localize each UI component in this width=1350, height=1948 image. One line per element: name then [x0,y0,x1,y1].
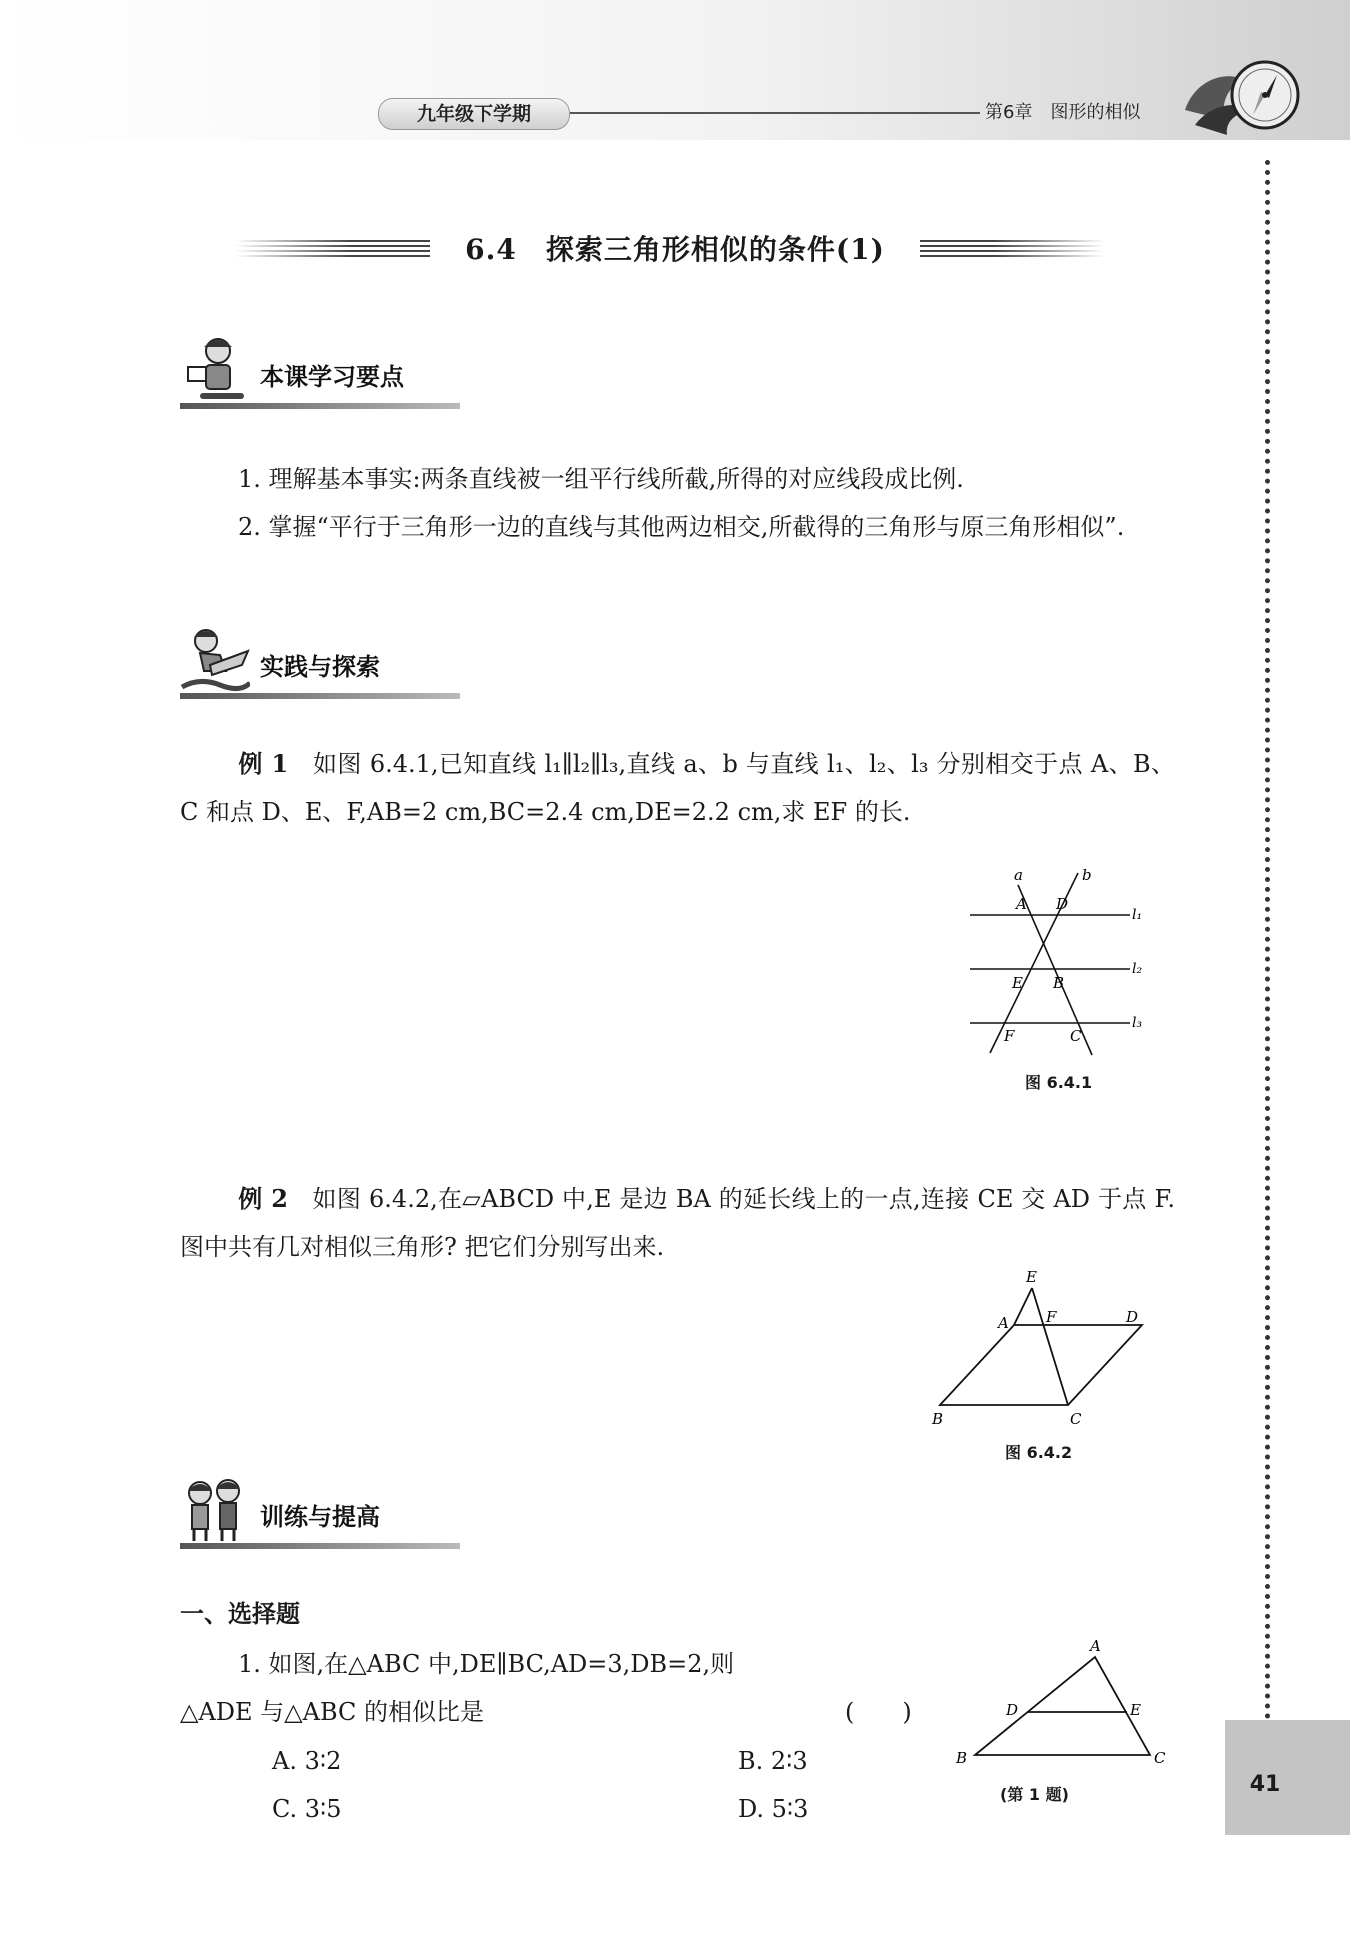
fig1-label-D: D [1056,895,1069,913]
q1-label-B: B [956,1749,968,1767]
student-surfing-icon [180,625,250,695]
fig1-label-E: E [1012,974,1023,992]
student-reading-icon [180,335,250,405]
fig1-label-l1: l₁ [1132,907,1143,923]
header-band [0,0,1350,140]
fig1-label-b: b [1082,866,1092,884]
question-1-figure-caption: (第 1 题) [1000,1785,1069,1804]
q1-label-C: C [1154,1749,1166,1767]
example-1 [180,740,1175,836]
example-2-text: 如图 6.4.2,在▱ABCD 中,E 是边 BA 的延长线上的一点,连接 CE 交 AD 于点 F.图中共有几对相似三角形? 把它们分别写出来. [180,1185,1176,1261]
header-divider [570,112,980,114]
title-decoration-left [235,240,430,260]
section-practice [180,625,480,705]
fig2-label-F: F [1046,1308,1057,1326]
section-underline [180,1543,460,1549]
fig1-label-B: B [1053,974,1065,992]
option-c[interactable]: C. 3∶5 [272,1795,342,1823]
key-point-1: 1. 理解基本事实:两条直线被一组平行线所截,所得的对应线段成比例. [238,465,964,493]
section-underline [180,403,460,409]
example-2-label: 例 2 [238,1184,288,1213]
lesson-title-row [235,230,1105,270]
two-students-icon [180,1475,250,1545]
title-decoration-right [920,240,1105,260]
page-edge-dots [1265,160,1270,1720]
fig1-label-A: A [1016,895,1027,913]
fig2-label-C: C [1070,1410,1082,1428]
figure-question-1 [950,1635,1175,1770]
figure-6-4-1-caption: 图 6.4.1 [1025,1073,1093,1092]
compass-logo-icon [1175,50,1305,145]
section-key-points [180,335,480,415]
lesson-title: 6.4 探索三角形相似的条件(1) [465,233,885,266]
fig1-label-l3: l₃ [1132,1015,1143,1031]
fig2-label-D: D [1126,1308,1139,1326]
q1-label-E: E [1130,1701,1141,1719]
section-title: 实践与探索 [260,653,380,681]
fig2-label-A: A [998,1314,1009,1332]
example-1-text: 如图 6.4.1,已知直线 l₁∥l₂∥l₃,直线 a、b 与直线 l₁、l₂、l₃ 分别相交于点 A、B、C 和点 D、E、F,AB=2 cm,BC=2.4 cm,DE=2.2 cm,求 EF 的长. [180,750,1175,826]
option-b[interactable]: B. 2∶3 [738,1747,808,1775]
fig2-label-B: B [932,1410,944,1428]
answer-blank: ( ) [845,1698,912,1726]
figure-6-4-2-caption: 图 6.4.2 [1005,1443,1073,1462]
question-1-line-1: 1. 如图,在△ABC 中,DE∥BC,AD=3,DB=2,则 [238,1650,735,1678]
q1-label-A: A [1090,1637,1101,1655]
q1-label-D: D [1006,1701,1019,1719]
fig1-label-C: C [1070,1027,1082,1045]
key-point-2: 2. 掌握“平行于三角形一边的直线与其他两边相交,所截得的三角形与原三角形相似”. [238,513,1125,541]
section-training [180,1475,480,1555]
question-1-line-2: △ADE 与△ABC 的相似比是 [180,1698,485,1726]
example-1-label: 例 1 [238,749,289,778]
figure-6-4-2 [920,1260,1150,1430]
figure-6-4-1 [960,865,1160,1065]
fig1-label-F: F [1004,1027,1015,1045]
grade-badge: 九年级下学期 [378,98,570,130]
fig1-label-a: a [1014,866,1023,884]
example-2 [180,1175,1175,1271]
page-number: 41 [1249,1772,1281,1797]
option-a[interactable]: A. 3∶2 [272,1747,342,1775]
fig2-label-E: E [1026,1268,1037,1286]
option-d[interactable]: D. 5∶3 [738,1795,809,1823]
section-title: 训练与提高 [260,1503,380,1531]
exercise-heading: 一、选择题 [180,1600,300,1628]
chapter-title: 第6章 图形的相似 [985,102,1141,123]
section-title: 本课学习要点 [260,363,404,391]
section-underline [180,693,460,699]
fig1-label-l2: l₂ [1132,961,1143,977]
